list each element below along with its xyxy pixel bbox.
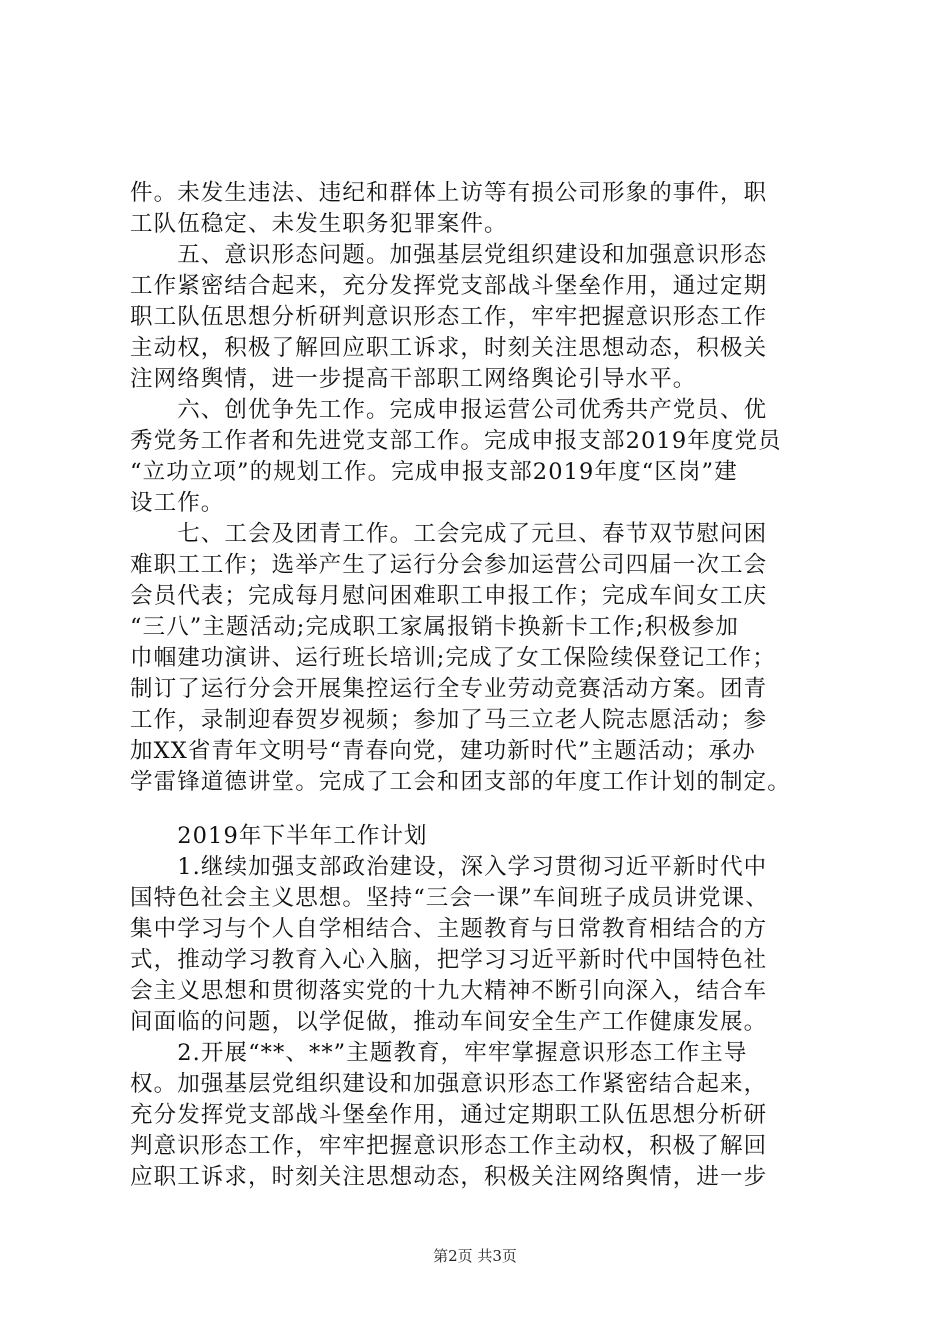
text-line: 难职工工作；选举产生了运行分会参加运营公司四届一次工会 bbox=[130, 552, 768, 578]
text-line: 六、创优争先工作。完成申报运营公司优秀共产党员、优 bbox=[130, 397, 768, 423]
text-line: 式，推动学习教育入心入脑，把学习习近平新时代中国特色社 bbox=[130, 947, 768, 973]
text-line: 工队伍稳定、未发生职务犯罪案件。 bbox=[130, 211, 508, 237]
text-line: 判意识形态工作，牢牢把握意识形态工作主动权，积极了解回 bbox=[130, 1133, 768, 1159]
text-line: 集中学习与个人自学相结合、主题教育与日常教育相结合的方 bbox=[130, 916, 768, 942]
text-line: 权。加强基层党组织建设和加强意识形态工作紧密结合起来， bbox=[130, 1071, 768, 1097]
text-line: 注网络舆情，进一步提高干部职工网络舆论引导水平。 bbox=[130, 366, 697, 392]
text-line: 工作，录制迎春贺岁视频；参加了马三立老人院志愿活动；参 bbox=[130, 707, 768, 733]
text-line: 2.开展“**、**”主题教育，牢牢掌握意识形态工作主导 bbox=[130, 1040, 748, 1066]
text-line: 工作紧密结合起来，充分发挥党支部战斗堡垒作用，通过定期 bbox=[130, 273, 768, 299]
text-line: 件。未发生违法、违纪和群体上访等有损公司形象的事件，职 bbox=[130, 180, 768, 206]
text-line: “三八”主题活动;完成职工家属报销卡换新卡工作;积极参加 bbox=[130, 614, 739, 640]
text-line: 设工作。 bbox=[130, 490, 225, 516]
text-line: 间面临的问题，以学促做，推动车间安全生产工作健康发展。 bbox=[130, 1009, 768, 1035]
text-line: 巾帼建功演讲、运行班长培训;完成了女工保险续保登记工作； bbox=[130, 645, 776, 671]
text-line: 制订了运行分会开展集控运行全专业劳动竞赛活动方案。团青 bbox=[130, 676, 768, 702]
text-line: 国特色社会主义思想。坚持“三会一课”车间班子成员讲党课、 bbox=[130, 885, 769, 911]
text-line: 应职工诉求，时刻关注思想动态，积极关注网络舆情，进一步 bbox=[130, 1164, 768, 1190]
text-line: 七、工会及团青工作。工会完成了元旦、春节双节慰问困 bbox=[130, 521, 768, 547]
text-line: 主动权，积极了解回应职工诉求，时刻关注思想动态，积极关 bbox=[130, 335, 768, 361]
text-line: 职工队伍思想分析研判意识形态工作，牢牢把握意识形态工作 bbox=[130, 304, 768, 330]
text-line: 充分发挥党支部战斗堡垒作用，通过定期职工队伍思想分析研 bbox=[130, 1102, 768, 1128]
section-heading: 2019年下半年工作计划 bbox=[130, 823, 428, 849]
page-footer: 第2页 共3页 bbox=[433, 1247, 517, 1265]
text-line: 五、意识形态问题。加强基层党组织建设和加强意识形态 bbox=[130, 242, 768, 268]
text-line: 秀党务工作者和先进党支部工作。完成申报支部2019年度党员 bbox=[130, 428, 782, 454]
text-line: 学雷锋道德讲堂。完成了工会和团支部的年度工作计划的制定。 bbox=[130, 769, 791, 795]
text-line: 会主义思想和贯彻落实党的十九大精神不断引向深入，结合车 bbox=[130, 978, 768, 1004]
text-line: 1.继续加强支部政治建设，深入学习贯彻习近平新时代中 bbox=[130, 854, 768, 880]
text-line: “立功立项”的规划工作。完成申报支部2019年度“区岗”建 bbox=[130, 459, 738, 485]
text-line: 加XX省青年文明号“青春向党，建功新时代”主题活动；承办 bbox=[130, 738, 756, 764]
text-line: 会员代表；完成每月慰问困难职工申报工作；完成车间女工庆 bbox=[130, 583, 768, 609]
